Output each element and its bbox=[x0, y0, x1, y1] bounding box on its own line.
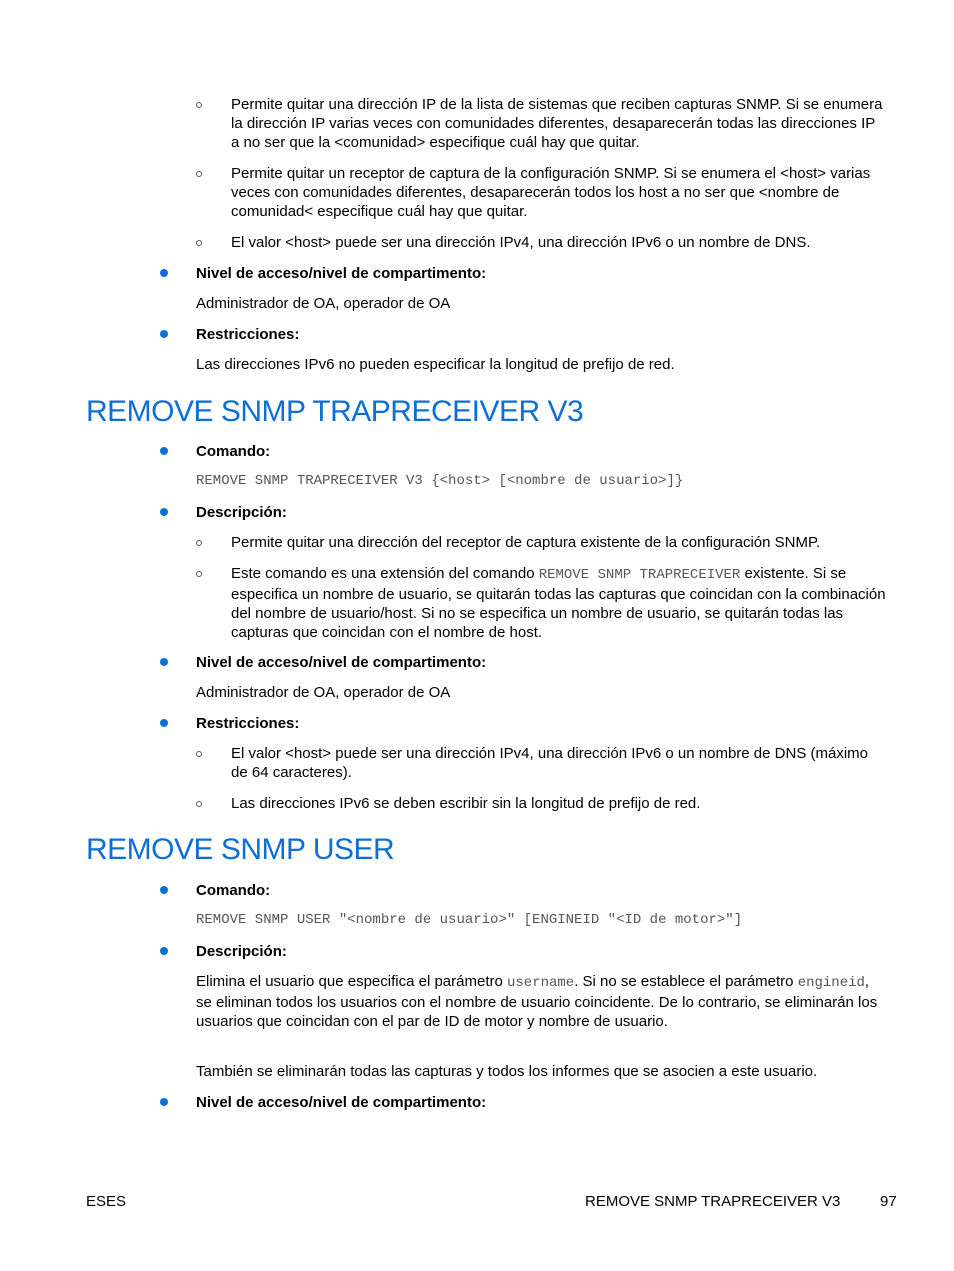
sub-bullet bbox=[196, 751, 202, 757]
top-sub-item-2: Permite quitar un receptor de captura de la configuración SNMP. Si se enumera el <host> varias veces con comunidades diferentes, desaparecerán todos los host a no ser que <nombre de comunidad< especifique cuál hay que quitar. bbox=[231, 165, 871, 220]
section-heading-snmp-user: REMOVE SNMP USER bbox=[86, 833, 395, 866]
access-level-label: Nivel de acceso/nivel de compartimento: bbox=[196, 265, 487, 282]
description-paragraph-2: También se eliminarán todas las capturas y todos los informes que se asocien a este usuario. bbox=[196, 1063, 818, 1080]
description-text: Este comando es una extensión del comando bbox=[231, 565, 539, 582]
access-level-value: Administrador de OA, operador de OA bbox=[196, 684, 451, 701]
sub-bullet bbox=[196, 102, 202, 108]
inline-code: engineid bbox=[797, 975, 865, 991]
access-level-label: Nivel de acceso/nivel de compartimento: bbox=[196, 654, 487, 671]
restriction-item-2: Las direcciones IPv6 se deben escribir sin la longitud de prefijo de red. bbox=[231, 795, 701, 812]
footer-page-number: 97 bbox=[880, 1193, 897, 1210]
restrictions-label: Restricciones: bbox=[196, 326, 300, 343]
sub-bullet bbox=[196, 571, 202, 577]
access-level-label: Nivel de acceso/nivel de compartimento: bbox=[196, 1094, 487, 1111]
description-paragraph-1 bbox=[196, 972, 886, 1031]
description-text: Elimina el usuario que especifica el parámetro bbox=[196, 973, 507, 990]
bullet bbox=[160, 886, 168, 894]
bullet bbox=[160, 719, 168, 727]
bullet bbox=[160, 330, 168, 338]
command-syntax: REMOVE SNMP USER "<nombre de usuario>" [ENGINEID "<ID de motor>"] bbox=[196, 912, 743, 928]
bullet bbox=[160, 447, 168, 455]
bullet bbox=[160, 658, 168, 666]
description-text: existente. Si se especifica un nombre de usuario, se quitarán todas las capturas que coincidan con la combinación del nombre de usuario/host. Si no se especifica un nombre de usuario, se quitarán todas las capturas que coincidan con el nombre de host. bbox=[231, 565, 886, 641]
bullet bbox=[160, 947, 168, 955]
command-label: Comando: bbox=[196, 882, 271, 899]
footer-section-title: REMOVE SNMP TRAPRECEIVER V3 bbox=[585, 1193, 841, 1210]
top-sub-item-3: El valor <host> puede ser una dirección IPv4, una dirección IPv6 o un nombre de DNS. bbox=[231, 234, 811, 251]
sub-bullet bbox=[196, 171, 202, 177]
restrictions-value: Las direcciones IPv6 no pueden especificar la longitud de prefijo de red. bbox=[196, 356, 675, 373]
bullet bbox=[160, 269, 168, 277]
top-sub-item-1: Permite quitar una dirección IP de la lista de sistemas que reciben capturas SNMP. Si se enumera la dirección IP varias veces con comunidades diferentes, desaparecerán todas las direcciones IP a no ser que la <comunidad> especifique cuál hay que quitar. bbox=[231, 96, 883, 151]
description-label: Descripción: bbox=[196, 504, 287, 521]
section-heading-trapreceiver-v3: REMOVE SNMP TRAPRECEIVER V3 bbox=[86, 395, 584, 428]
command-label: Comando: bbox=[196, 443, 271, 460]
restriction-item-1: El valor <host> puede ser una dirección IPv4, una dirección IPv6 o un nombre de DNS (máximo de 64 caracteres). bbox=[231, 745, 869, 781]
inline-code: username bbox=[507, 975, 575, 991]
description-item-1: Permite quitar una dirección del receptor de captura existente de la configuración SNMP. bbox=[231, 534, 821, 551]
restrictions-label: Restricciones: bbox=[196, 715, 300, 732]
sub-bullet bbox=[196, 801, 202, 807]
description-text: , se eliminan todos los usuarios con el nombre de usuario coincidente. De lo contrario, se eliminarán los usuarios que coincidan con el par de ID de motor y nombre de usuario. bbox=[196, 973, 878, 1030]
description-label: Descripción: bbox=[196, 943, 287, 960]
bullet bbox=[160, 1098, 168, 1106]
footer-locale: ESES bbox=[86, 1193, 127, 1210]
description-item-2 bbox=[231, 564, 886, 642]
command-syntax: REMOVE SNMP TRAPRECEIVER V3 {<host> [<nombre de usuario>]} bbox=[196, 473, 684, 489]
sub-bullet bbox=[196, 240, 202, 246]
inline-code: REMOVE SNMP TRAPRECEIVER bbox=[538, 567, 741, 583]
sub-bullet bbox=[196, 540, 202, 546]
access-level-value: Administrador de OA, operador de OA bbox=[196, 295, 451, 312]
description-text: . Si no se establece el parámetro bbox=[574, 973, 798, 990]
bullet bbox=[160, 508, 168, 516]
